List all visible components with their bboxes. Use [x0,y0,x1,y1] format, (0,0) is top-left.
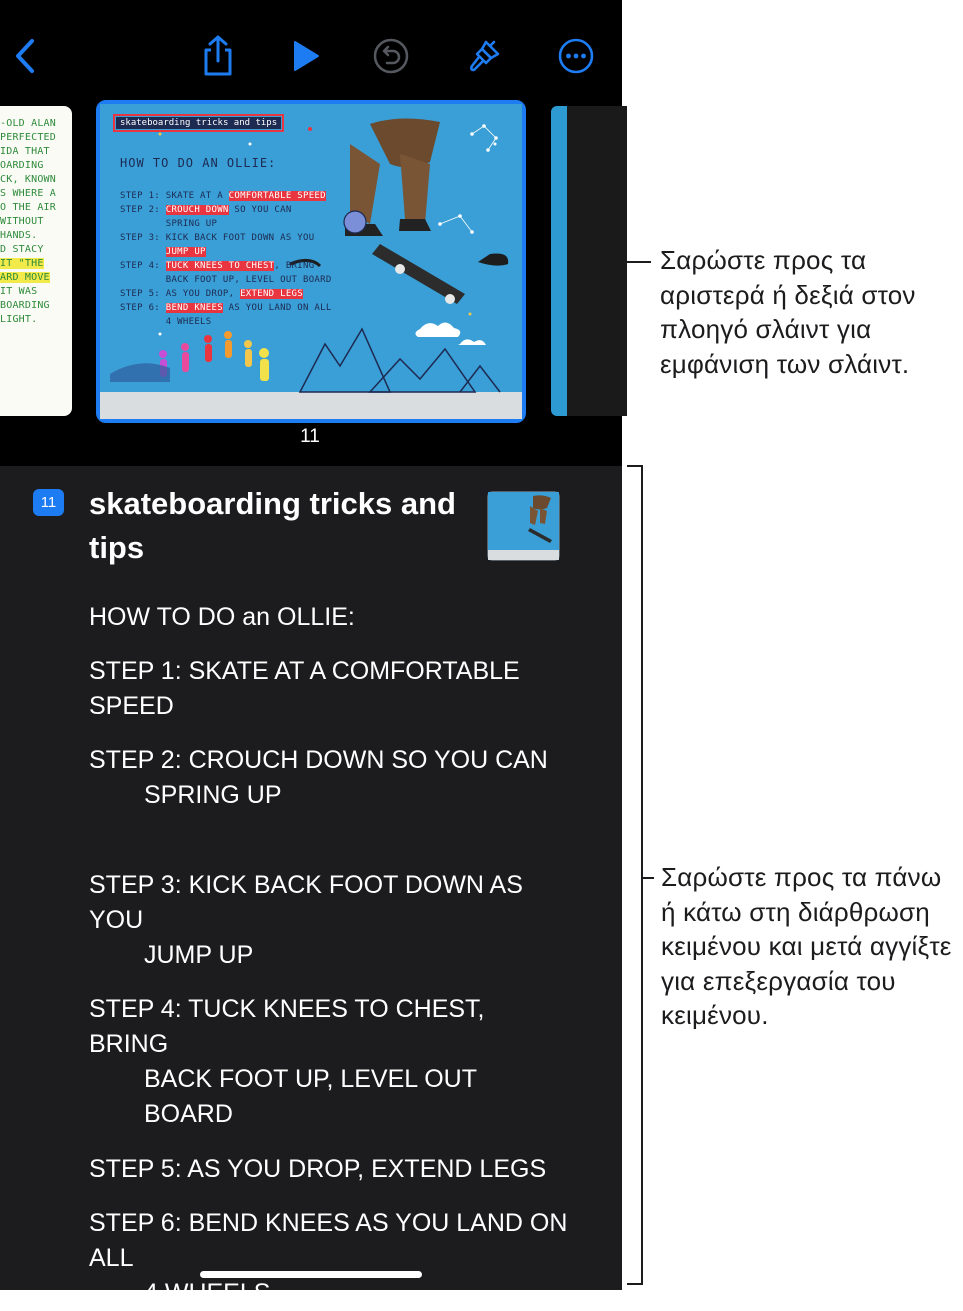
slide-number: 11 [300,426,320,447]
prev-slide-line: PERFECTED [0,132,56,143]
toolbar-and-navigator [0,0,622,466]
outline-line: STEP 2: CROUCH DOWN SO YOU CAN [89,746,548,774]
outline-slide-badge: 11 [33,489,64,516]
next-slide-dark-area [567,106,627,416]
slide-canvas [100,104,522,419]
callout-navigator: Σαρώστε προς τα αριστερά ή δεξιά στον πλοηγό σλάιντ για εμφάνιση των σλάιντ. [660,245,916,379]
paintbrush-icon [464,36,504,76]
prev-slide-line: -OLD ALAN [0,118,56,129]
outline-slide-thumbnail[interactable] [487,491,560,561]
undo-button[interactable] [369,34,413,78]
prev-slide-line: IDA THAT [0,146,50,157]
slide-step-line: 4 WHEELS [120,317,212,327]
format-button[interactable] [462,34,506,78]
callout-bracket-bottom [627,1283,643,1285]
ellipsis-circle-icon [557,37,595,75]
outline-paragraph[interactable] [89,868,569,973]
outline-line: STEP 3: KICK BACK FOOT DOWN AS YOU [89,871,523,934]
callout-bracket-vertical [641,465,643,1285]
play-button[interactable] [283,34,327,78]
slide-heading: HOW TO DO AN OLLIE: [120,156,277,170]
slide-step-line: STEP 5: AS YOU DROP, EXTEND LEGS [120,289,303,299]
slide-step-line: STEP 3: KICK BACK FOOT DOWN AS YOU [120,233,315,243]
outline-paragraph[interactable] [89,1206,569,1311]
outline-line: STEP 6: BEND KNEES AS YOU LAND ON ALL [89,1209,568,1272]
slide-step-line: STEP 1: SKATE AT A COMFORTABLE SPEED [120,191,326,201]
slide-thumbnail-current[interactable] [96,100,526,423]
prev-slide-line: D STACY [0,244,44,255]
share-button[interactable] [196,34,240,78]
prev-slide-line: ARD MOVE [0,272,50,283]
play-icon [289,39,321,73]
prev-slide-line: S WHERE A [0,188,56,199]
back-button[interactable] [3,34,47,78]
more-button[interactable] [554,34,598,78]
slide-step-line: STEP 6: BEND KNEES AS YOU LAND ON ALL [120,303,332,313]
undo-icon [372,37,410,75]
outline-line: STEP 4: TUCK KNEES TO CHEST, BRING [89,995,485,1058]
prev-slide-line: HANDS. [0,230,38,241]
slide-step-line: STEP 2: CROUCH DOWN SO YOU CAN [120,205,292,215]
outline-paragraph[interactable] [89,743,569,813]
outline-line-indented: SPRING UP [144,781,282,809]
home-indicator[interactable] [200,1271,422,1278]
outline-paragraph[interactable] [89,992,569,1132]
callout-outline: Σαρώστε προς τα πάνω ή κάτω στη διάρθρωση κειμένου και μετά αγγίξτε για επεξεργασία του κειμένου. [661,862,952,1030]
callout-leader-line [626,261,651,263]
slide-thumbnail-previous[interactable] [0,106,72,416]
outline-slide-title[interactable]: skateboarding tricks and tips [89,486,456,565]
slide-step-line: STEP 4: TUCK KNEES TO CHEST, BRING [120,261,315,271]
callout-bracket-tick [641,877,654,879]
prev-slide-line: LIGHT. [0,314,38,325]
mini-thumb-artwork [488,492,559,560]
outline-line-indented: BACK FOOT UP, LEVEL OUT BOARD [144,1065,477,1128]
prev-slide-line: WITHOUT [0,216,44,227]
outline-line-indented: JUMP UP [144,941,254,969]
prev-slide-line: IT WAS [0,286,38,297]
slide-thumbnail-next[interactable] [551,106,622,416]
prev-slide-line: OARDING [0,160,44,171]
prev-slide-line: CK, KNOWN [0,174,56,185]
prev-slide-line: O THE AIR [0,202,56,213]
outline-paragraph[interactable]: HOW TO DO an OLLIE: [89,603,355,631]
outline-paragraph[interactable]: STEP 5: AS YOU DROP, EXTEND LEGS [89,1155,547,1183]
outline-line-indented: 4 WHEELS [144,1279,271,1307]
slide-step-line: SPRING UP [120,219,218,229]
prev-slide-line: IT "THE [0,258,44,269]
slide-step-line: BACK FOOT UP, LEVEL OUT BOARD [120,275,332,285]
slide-title: skateboarding tricks and tips [116,117,281,129]
slide-step-line: JUMP UP [165,247,206,257]
share-icon [200,34,236,78]
chevron-left-icon [10,38,40,74]
prev-slide-line: BOARDING [0,300,50,311]
outline-paragraph[interactable]: STEP 1: SKATE AT A COMFORTABLE SPEED [89,657,520,720]
